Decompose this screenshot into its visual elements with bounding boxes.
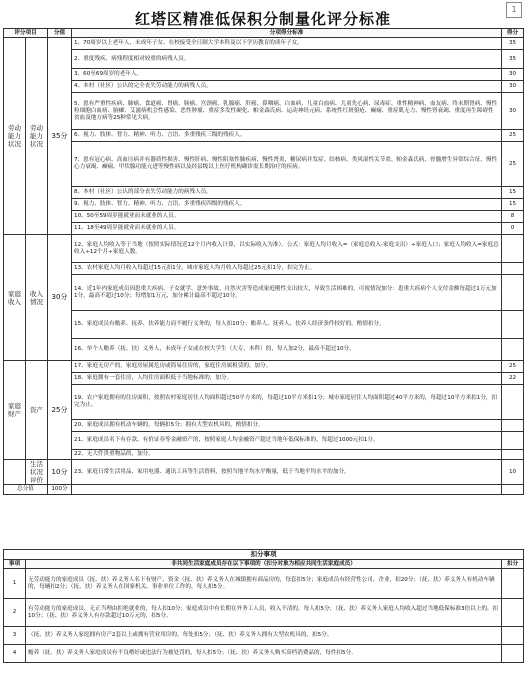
category-score: 25分: [48, 361, 72, 460]
deduction-section-title-row: [4, 550, 524, 560]
criterion-points: 25: [502, 142, 524, 187]
criterion-points: 10: [502, 460, 524, 485]
subcategory-income: 收入情况: [26, 235, 48, 361]
table-row: [4, 142, 524, 187]
header-item: 评分项目: [4, 29, 48, 38]
table-row: [4, 275, 524, 311]
table-row: [4, 420, 524, 432]
deduction-row: [4, 569, 524, 599]
table-row: [4, 361, 524, 373]
deduction-header-row: [4, 560, 524, 569]
criterion-points: [502, 450, 524, 460]
corner-mark: 1: [506, 2, 522, 18]
score-table: [3, 28, 524, 495]
deduction-points: [502, 599, 524, 627]
table-row: [4, 373, 524, 385]
criterion-text: 15、家庭成员有赡养、抚养、扶养能力而不履行义务的，每人扣10分；赡养人、抚养人、扶养人经济条件较好的，酌情扣分。: [72, 311, 502, 339]
deduction-no: 4: [4, 645, 26, 663]
table-row: [4, 199, 524, 211]
table-header-row: [4, 29, 524, 38]
deduction-header-item: 非共同生活家庭成员存在以下事项的（扣分对象为相应共同生活家庭成员）: [26, 560, 502, 569]
criterion-text: 9、视力、肢体、智力、精神、听力、言语、多重残疾四级的残疾人。: [72, 199, 502, 211]
table-row: [4, 235, 524, 263]
header-detail: 分项得分标准: [72, 29, 502, 38]
criterion-points: [502, 339, 524, 361]
table-row: [4, 450, 524, 460]
deduction-text: 有劳动能力的家庭成员，无正当理由拒绝就业的，每人扣10分；家庭成员中有长期在外务工人员，收入不清的，每人扣5分；（抚、扶）养义务人家庭人均收入超过当地低保标准3倍以上的，扣10分；（抚、扶）养义务人有存款超过10万元的，扣5分。: [26, 599, 502, 627]
category-income: 家庭收入: [4, 235, 26, 361]
criterion-points: 35: [502, 50, 524, 69]
deduction-row: [4, 627, 524, 645]
table-row: [4, 81, 524, 93]
criterion-points: 25: [502, 361, 524, 373]
criterion-points: 30: [502, 93, 524, 130]
criterion-text: 4、本村（社区）公认的完全丧失劳动能力的病残人员。: [72, 81, 502, 93]
category-score: 30分: [48, 235, 72, 361]
category-score: 10分: [48, 460, 72, 485]
criterion-text: 10、50至59周岁能就业而未就业的人员。: [72, 211, 502, 223]
deduction-section-title: 扣分事项: [4, 550, 524, 560]
criterion-text: 20、家庭成员拥有机动车辆的，每辆扣5分；拥有大型农机具的，酌情扣分。: [72, 420, 502, 432]
table-row: [4, 460, 524, 485]
deduction-no: 1: [4, 569, 26, 599]
criterion-points: [502, 263, 524, 275]
deduction-text: 赡养（抚、扶）养义务人家庭成员有不良嗜好或违法行为被处罚的，每人扣5分；（抚、扶）养义务人购买高档消费品的，每件扣5分。: [26, 645, 502, 663]
deduction-row: [4, 599, 524, 627]
deduction-points: [502, 645, 524, 663]
criterion-points: [502, 275, 524, 311]
criterion-points: [502, 420, 524, 432]
category-property: 家庭财产: [4, 361, 26, 460]
criterion-text: 21、家庭成员名下有存款、有价证券等金融资产的，按照家庭人均金融资产超过当地年低保标准的，每超过1000元扣1分。: [72, 432, 502, 450]
category-labor: 劳动能力状况: [4, 38, 26, 235]
criterion-text: 12、家庭人均收入等于当地（按照实际情况近12个月内收入计算，以实际收入为准）。公式：家庭人均月收入=（家庭总收入-家庭支出）÷家庭人口；家庭人均收入=家庭总收入÷12个月÷家庭人数。: [72, 235, 502, 263]
criterion-points: [502, 432, 524, 450]
table-row: [4, 130, 524, 142]
header-points: 得分: [502, 29, 524, 38]
total-label: 总分值: [4, 485, 48, 495]
deduction-no: 2: [4, 599, 26, 627]
criterion-text: 11、18至49周岁能就业而未就业的人员。: [72, 223, 502, 235]
deduction-points: [502, 569, 524, 599]
criterion-text: 8、本村（社区）公认的部分丧失劳动能力的病残人员。: [72, 187, 502, 199]
criterion-text: 13、农村家庭人均月收入每超过15元扣1分，城市家庭人均月收入每超过25元扣1分，扣完为止。: [72, 263, 502, 275]
criterion-text: 2、重度残疾、病残程度相对较重的病残人员。: [72, 50, 502, 69]
category-living: [4, 460, 26, 485]
table-row: [4, 311, 524, 339]
criterion-text: 19、农户家庭拥有的住房面积，按照农村家庭居住人均面积超过50平方米的，每超过10平方米扣1分；城市家庭居住人均面积超过40平方米的，每超过10平方米扣1分，扣完为止。: [72, 385, 502, 420]
table-row: [4, 385, 524, 420]
criterion-points: [502, 235, 524, 263]
table-row: [4, 38, 524, 50]
criterion-text: 3、60至69周岁的老年人。: [72, 69, 502, 81]
document-title: 红塔区精准低保积分制量化评分标准: [134, 10, 391, 28]
table-row: [4, 187, 524, 199]
table-row: [4, 50, 524, 69]
criterion-text: 6、视力、肢体、智力、精神、听力、言语、多重残疾三级的残疾人。: [72, 130, 502, 142]
deduction-points: [502, 627, 524, 645]
criterion-points: 35: [502, 38, 524, 50]
header-score: 分值: [48, 29, 72, 38]
deduction-text: （抚、扶）养义务人家庭拥有房产2套以上或拥有营业用房的，每处扣5分；（抚、扶）养义务人拥有大型农机具的，扣5分。: [26, 627, 502, 645]
deduction-header-points: 扣分: [502, 560, 524, 569]
criterion-points: [502, 385, 524, 420]
total-value: 100分: [48, 485, 72, 495]
table-row: [4, 223, 524, 235]
criterion-points: 25: [502, 130, 524, 142]
deduction-no: 3: [4, 627, 26, 645]
subcategory-labor: 劳动能力状况: [26, 38, 48, 235]
table-row: [4, 263, 524, 275]
table-row: [4, 69, 524, 81]
criterion-points: 22: [502, 373, 524, 385]
criterion-text: 17、家庭无房产的，家庭房屋属危房或简易住房的，家庭住房属租赁的，加分。: [72, 361, 502, 373]
table-row: [4, 93, 524, 130]
table-row: [4, 211, 524, 223]
total-row: [4, 485, 524, 495]
criterion-text: 16、单个人赡养（抚、扶）义务人，未成年子女或在校大学生（大专、本科）的，每人加2分，最高不超过10分。: [72, 339, 502, 361]
criterion-points: 8: [502, 211, 524, 223]
deduction-row: [4, 645, 524, 663]
deduction-header-no: 事项: [4, 560, 26, 569]
deduction-table: [3, 549, 524, 663]
criterion-text: 18、家庭拥有一套住房，人均住房面积低于当地标准的，加分。: [72, 373, 502, 385]
criterion-points: 30: [502, 81, 524, 93]
criterion-text: 23、家庭日常生活用品、家用电器、通讯工具等生活资料，按照当地平均水平衡量，低于当地平均水平的加分。: [72, 460, 502, 485]
criterion-text: 14、近1年内家庭成员因患重大疾病、子女就学、意外事故、自然灾害等造成家庭刚性支出较大，导致生活困难的，可视情况加分：患重大疾病个人支付金额每超过1万元加1分，最高不超过10分；每增加1万元，加分累计最高不超过10分。: [72, 275, 502, 311]
criterion-text: 7、患有冠心病、高血压病并有器质性损害、慢性肝病、慢性阻塞性肺疾病、慢性肾炎、糖尿病并发症、结核病、类风湿性关节炎、帕金森氏病、骨髓增生异常综合征、慢性心力衰竭、癫痫、甲状腺功能亢进等慢性病以及经县级以上医疗机构确诊需长期治疗的疾病。: [72, 142, 502, 187]
criterion-text: 22、无大件贵重物品的，加分。: [72, 450, 502, 460]
criterion-points: 15: [502, 199, 524, 211]
criterion-points: [502, 311, 524, 339]
criterion-text: 5、患有严重性疾病、肺癌、食道癌、胃癌、肠癌、宫颈癌、乳腺癌、肝癌、鼻咽癌、白血病、儿童白血病、儿童先心病、尿毒症、重性精神病、血友病、终末期肾病、慢性粒细胞白血病、脑瘫、艾滋病机会性感染、恶性肿瘤、重症多发性硬化、帕金森氏病、运动神经元病、系统性红斑狼疮、癫痫、重症肌无力、慢性肾衰竭、重度再生障碍性贫血及地方病等25种常见大病。: [72, 93, 502, 130]
deduction-text: 无劳动能力的家庭成员（抚、扶）养义务人名下有财产、资金（抚、扶）养义务人在城镇拥有商品房的，每套扣5分；家庭成员有经营性公司、企业，扣20分；（抚、扶）养义务人有机动车辆的，每辆扣2分；（抚、扶）养义务人在国家机关、事业单位工作的，每人扣5分。: [26, 569, 502, 599]
criterion-points: 15: [502, 187, 524, 199]
category-score: 35分: [48, 38, 72, 235]
criterion-points: 30: [502, 69, 524, 81]
subcategory-living: 生活状况评价: [26, 460, 48, 485]
table-row: [4, 339, 524, 361]
criterion-text: 1、70周岁以上老年人、未成年子女、在校接受全日制大学本科及以下学历教育的成年子女。: [72, 38, 502, 50]
table-row: [4, 432, 524, 450]
criterion-points: 0: [502, 223, 524, 235]
subcategory-assets: 资产: [26, 361, 48, 460]
